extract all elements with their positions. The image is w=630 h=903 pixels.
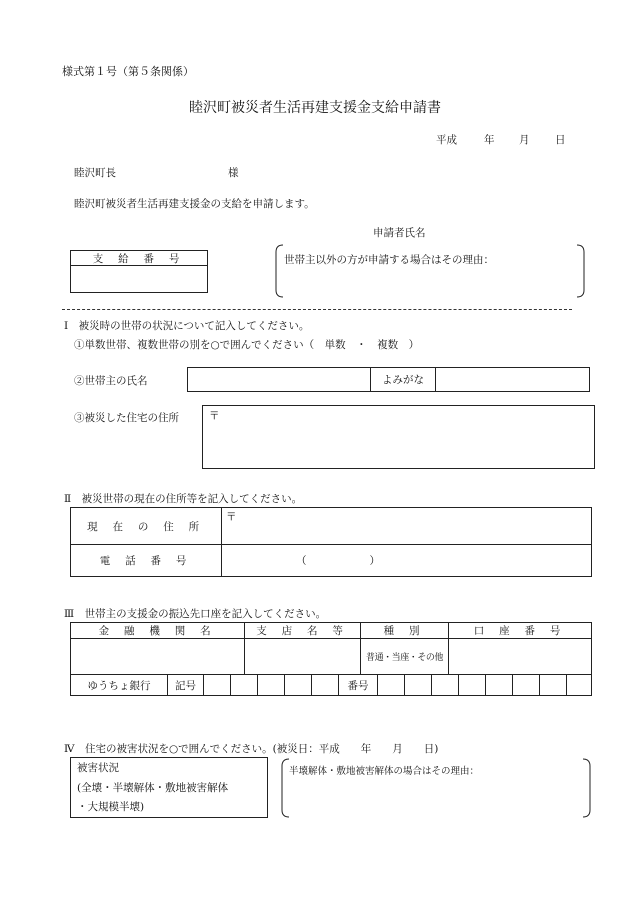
- damaged-address-field[interactable]: [202, 405, 595, 469]
- yucho-bank-label: ゆうちょ銀行: [87, 679, 151, 692]
- payment-number-box: [70, 250, 208, 293]
- account-type-header: 種 別: [383, 625, 426, 637]
- phone-field[interactable]: [222, 545, 591, 576]
- number-label: 番号: [347, 679, 369, 692]
- bank-name-field[interactable]: [71, 639, 244, 674]
- addressee: 睦沢町長: [74, 167, 116, 179]
- date-era: 平成: [436, 134, 457, 146]
- branch-header: 支 店 名 等: [256, 625, 349, 637]
- damage-options-line2: ・大規模半壊): [77, 801, 145, 813]
- payment-number-field[interactable]: [71, 266, 207, 292]
- head-name-label: ②世帯主の氏名: [74, 375, 148, 387]
- demolition-reason-bracket-right: [582, 758, 592, 818]
- reason-bracket-left: [274, 244, 284, 298]
- furigana-label: よみがな: [382, 374, 424, 386]
- bank-name-header: 金 融 機 関 名: [98, 625, 217, 637]
- bank-account-table: [70, 622, 592, 696]
- account-number-header: 口 座 番 号: [473, 625, 567, 637]
- payment-number-label: 支 給 番 号: [92, 252, 186, 265]
- demolition-reason-field[interactable]: [289, 778, 579, 816]
- applicant-reason-label: 世帯主以外の方が申請する場合はその理由：: [284, 254, 494, 266]
- damage-options-line1: (全壊・半壊解体・敷地被害解体: [77, 782, 229, 794]
- account-type-options[interactable]: 普通・当座・その他: [366, 653, 443, 663]
- applicant-reason-field[interactable]: [284, 268, 572, 296]
- current-address-label: 現 在 の 住 所: [87, 520, 205, 533]
- phone-label: 電 話 番 号: [99, 555, 193, 567]
- current-address-field[interactable]: [222, 508, 591, 544]
- date-day-label: 日: [555, 134, 566, 146]
- reason-bracket-right: [576, 244, 586, 298]
- form-number: 様式第１号（第５条関係）: [62, 65, 194, 78]
- damaged-address-label: ③被災した住宅の住所: [74, 412, 179, 424]
- section-2-heading: Ⅱ 被災世帯の現在の住所等を記入してください。: [64, 493, 303, 505]
- postal-mark: 〒: [209, 410, 220, 422]
- postal-mark: 〒: [226, 511, 237, 523]
- number-digit-cells[interactable]: [378, 675, 591, 695]
- damage-status-label: 被害状況: [77, 762, 119, 774]
- section-1-heading: Ⅰ 被災時の世帯の状況について記入してください。: [64, 320, 310, 332]
- form-title: 睦沢町被災者生活再建支援金支給申請書: [189, 100, 441, 116]
- head-name-table: [187, 367, 590, 392]
- branch-field[interactable]: [245, 639, 360, 674]
- date-month-label: 月: [519, 134, 530, 146]
- household-type-question: ①単数世帯、複数世帯の別を○で囲んでください（ 単数 ・ 複数 ）: [74, 339, 420, 351]
- symbol-digit-cells[interactable]: [204, 675, 338, 695]
- current-address-table: [70, 507, 592, 577]
- head-name-field[interactable]: [188, 368, 370, 391]
- date-year-label: 年: [484, 134, 495, 146]
- honorific: 様: [228, 167, 239, 179]
- applicant-name-label: 申請者氏名: [373, 227, 426, 239]
- dashed-separator: [62, 309, 572, 310]
- damage-status-box[interactable]: [70, 757, 268, 818]
- account-number-field[interactable]: [449, 639, 591, 674]
- symbol-label: 記号: [175, 679, 196, 692]
- section-4-heading: Ⅳ 住宅の被害状況を○で囲んでください。(被災日：平成 年 月 日): [64, 743, 439, 755]
- section-3-heading: Ⅲ 世帯主の支援金の振込先口座を記入してください。: [64, 608, 327, 620]
- phone-area-code-parens: （ ）: [296, 555, 380, 567]
- application-statement: 睦沢町被災者生活再建支援金の支給を申請します。: [74, 198, 315, 210]
- furigana-field[interactable]: [436, 368, 589, 391]
- demolition-reason-label: 半壊解体・敷地被害解体の場合はその理由：: [289, 766, 480, 777]
